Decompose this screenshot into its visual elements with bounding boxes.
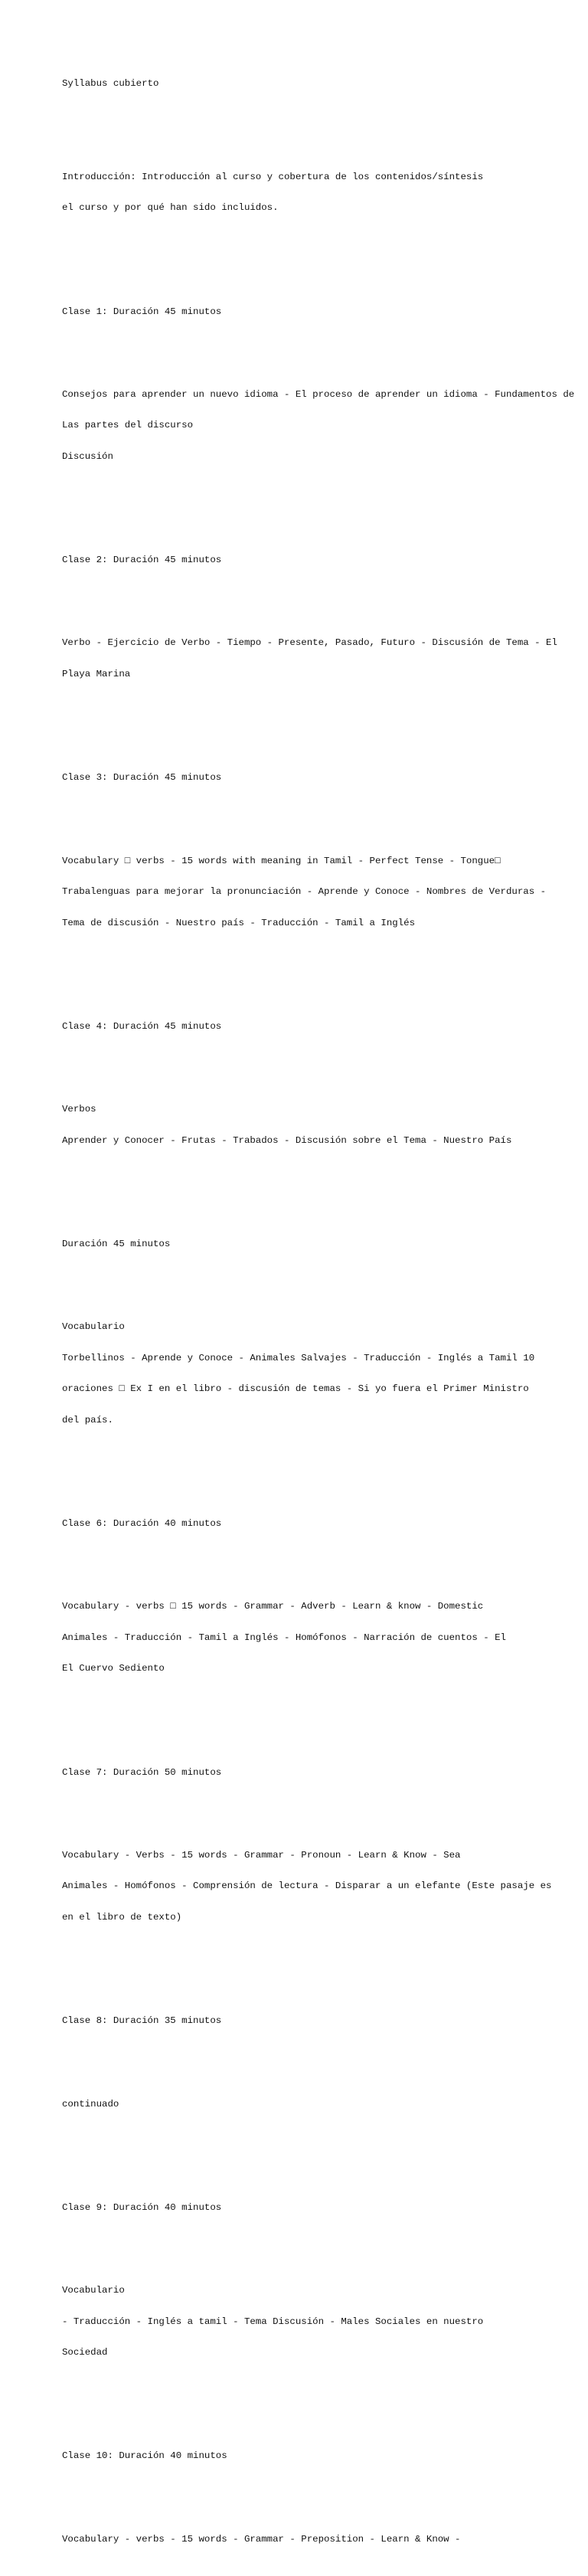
- paragraph-gap: [62, 1052, 588, 1063]
- section-content: [62, 1581, 588, 1695]
- paragraph-gap: [62, 721, 588, 732]
- content-line: Trabalenguas para mejorar la pronunciación - Aprende y Conoce - Nombres de Verduras -: [62, 886, 547, 898]
- content-line: Aprender y Conocer - Frutas - Trabados - Discusión sobre el Tema - Nuestro País: [62, 1134, 512, 1146]
- intro-line: el curso y por qué han sido incluidos.: [62, 202, 279, 214]
- paragraph-gap: [62, 1716, 588, 1727]
- paragraph-gap: [62, 503, 588, 514]
- content-line: El Cuervo Sediento: [62, 1663, 165, 1674]
- section-heading: Clase 8: Duración 35 minutos: [62, 2015, 222, 2027]
- section-heading: Clase 9: Duración 40 minutos: [62, 2201, 222, 2213]
- section-heading: Clase 10: Duración 40 minutos: [62, 2450, 227, 2462]
- section-content: [62, 1301, 588, 1446]
- section-content: [62, 369, 588, 483]
- section-content: [62, 2079, 588, 2131]
- content-line: en el libro de texto): [62, 1911, 182, 1923]
- content-line: del país.: [62, 1414, 113, 1425]
- paragraph-gap: [62, 587, 588, 597]
- paragraph-gap: [62, 2483, 588, 2493]
- content-line: - Traducción - Inglés a tamil - Tema Discusión - Males Sociales en nuestro: [62, 2316, 484, 2327]
- paragraph-gap: [62, 804, 588, 815]
- paragraph-gap: [62, 1270, 588, 1281]
- content-line: oraciones □ Ex I en el libro - discusión de temas - Si yo fuera el Primer Ministro: [62, 1383, 529, 1395]
- paragraph-gap: [62, 1550, 588, 1561]
- section-content: [62, 2265, 588, 2379]
- section-heading: Clase 3: Duración 45 minutos: [62, 772, 222, 784]
- paragraph-gap: [62, 2151, 588, 2162]
- intro-line: Introducción: Introducción al curso y cobertura de los contenidos/síntesis: [62, 171, 484, 182]
- content-line: Vocabulary - verbs □ 15 words - Grammar - Adverb - Learn & know - Domestic: [62, 1601, 484, 1612]
- content-line: continuado: [62, 2098, 119, 2110]
- content-line: Animales - Traducción - Tamil a Inglés - Homófonos - Narración de cuentos - El: [62, 1632, 506, 1643]
- section-heading: Clase 4: Duración 45 minutos: [62, 1020, 222, 1032]
- content-line: Verbo - Ejercicio de Verbo - Tiempo - Presente, Pasado, Futuro - Discusión de Tema - El: [62, 637, 557, 649]
- content-line: Playa Marina: [62, 668, 131, 679]
- content-line: Vocabulary □ verbs - 15 words with meaning in Tamil - Perfect Tense - Tongue□: [62, 855, 501, 866]
- paragraph-gap: [62, 2400, 588, 2411]
- paragraph-gap: [62, 338, 588, 349]
- section-content: [62, 1084, 588, 1167]
- paragraph-gap: [62, 1467, 588, 1478]
- content-line: Sociedad: [62, 2347, 108, 2358]
- content-line: Vocabulario: [62, 2285, 125, 2296]
- content-line: Vocabulario: [62, 1321, 125, 1333]
- paragraph-gap: [62, 1187, 588, 1198]
- section-heading: Duración 45 minutos: [62, 1238, 171, 1249]
- section-content: [62, 617, 588, 700]
- section-content: [62, 1830, 588, 1944]
- content-line: Discusión: [62, 450, 113, 462]
- content-line: Tema de discusión - Nuestro país - Traducción - Tamil a Inglés: [62, 917, 416, 928]
- content-line: Consejos para aprender un nuevo idioma - El proceso de aprender un idioma - Fundamentos de: [62, 388, 575, 400]
- paragraph-gap: [62, 1964, 588, 1975]
- content-line: Las partes del discurso: [62, 420, 194, 431]
- section-content: [62, 2514, 588, 2566]
- document-body: [62, 58, 588, 2576]
- paragraph-gap: [62, 2047, 588, 2058]
- section-heading: Clase 1: Duración 45 minutos: [62, 306, 222, 317]
- section-heading: Clase 6: Duración 40 minutos: [62, 1518, 222, 1530]
- section-heading: Clase 2: Duración 45 minutos: [62, 555, 222, 566]
- content-line: Torbellinos - Aprende y Conoce - Animales Salvajes - Traducción - Inglés a Tamil 10: [62, 1352, 535, 1363]
- paragraph-gap: [62, 1799, 588, 1809]
- document-title: Syllabus cubierto: [62, 78, 159, 89]
- paragraph-gap: [62, 255, 588, 266]
- paragraph-gap: [62, 110, 588, 121]
- content-line: Verbos: [62, 1104, 96, 1115]
- content-line: Vocabulary - verbs - 15 words - Grammar - Preposition - Learn & Know -: [62, 2533, 461, 2545]
- section-heading: Clase 7: Duración 50 minutos: [62, 1766, 222, 1778]
- paragraph-gap: [62, 970, 588, 980]
- content-line: Vocabulary - Verbs - 15 words - Grammar - Pronoun - Learn & Know - Sea: [62, 1849, 461, 1861]
- section-content: [62, 836, 588, 950]
- content-line: Animales - Homófonos - Comprensión de lectura - Disparar a un elefante (Este pasaje es: [62, 1880, 552, 1892]
- paragraph-gap: [62, 2234, 588, 2244]
- intro-paragraph: [62, 152, 588, 234]
